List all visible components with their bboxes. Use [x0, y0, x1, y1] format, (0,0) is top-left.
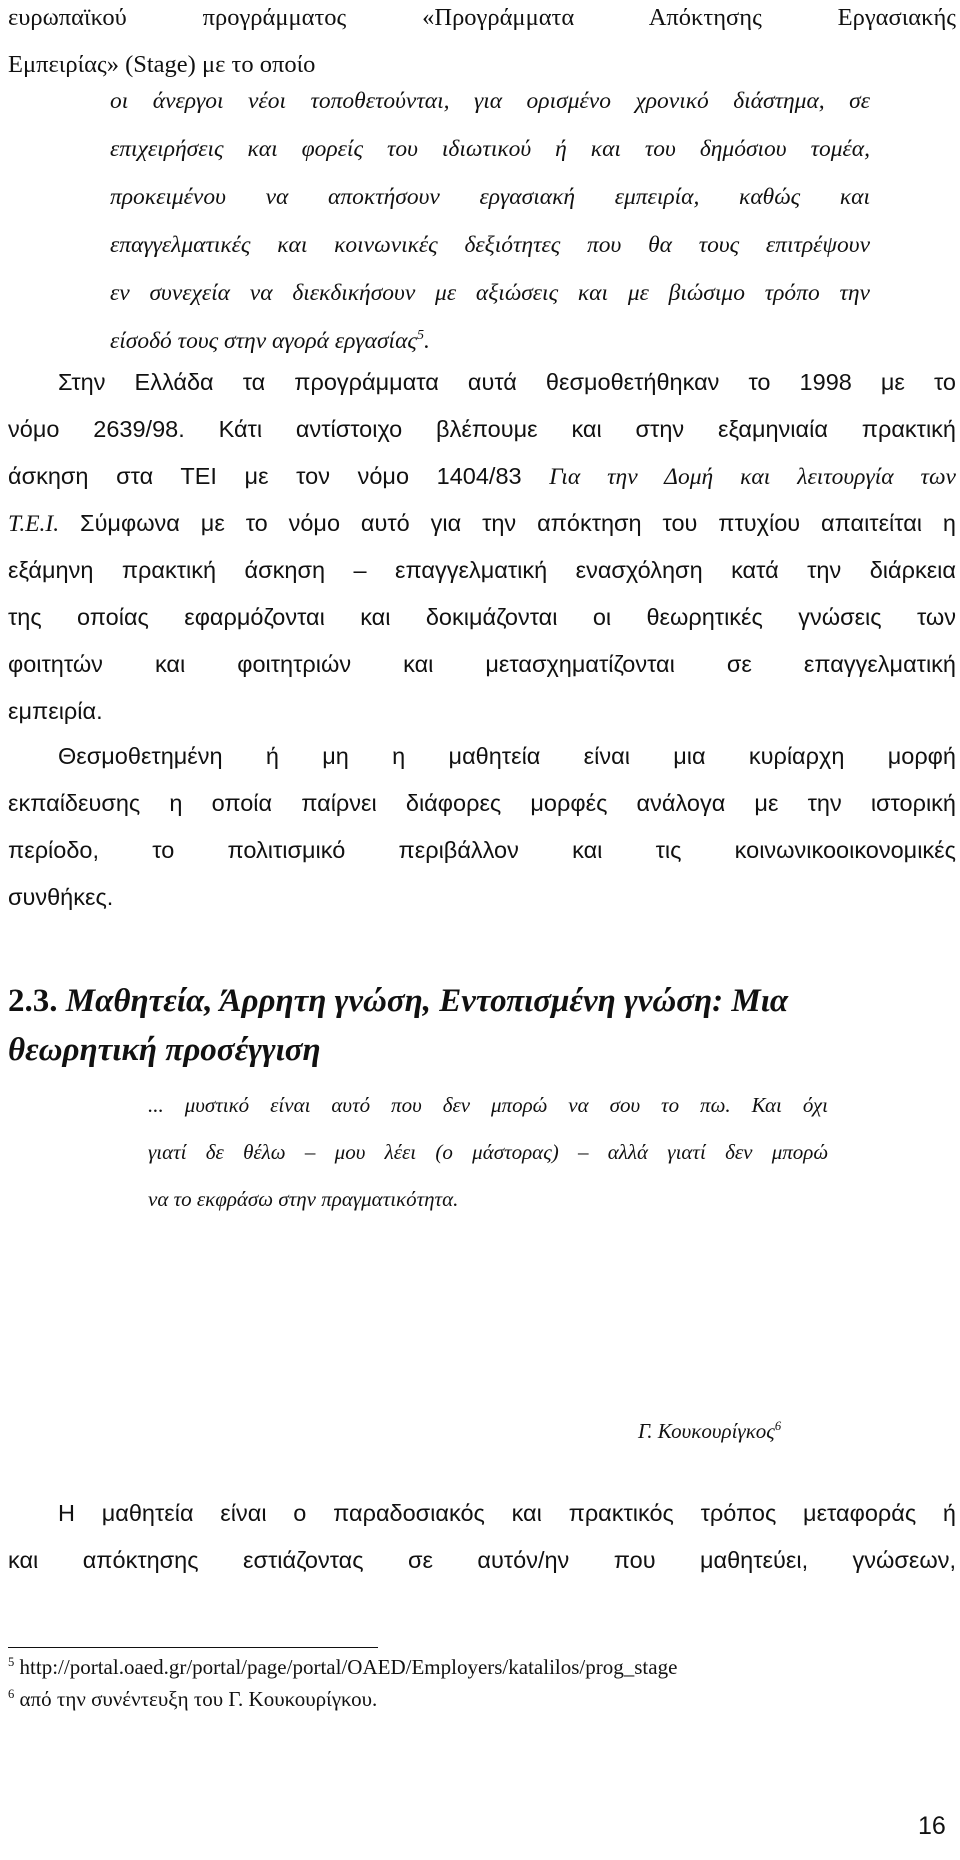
footnote-ref-6[interactable]: 6 — [774, 1419, 782, 1433]
attribution-name: Γ. Κουκουρίγκος — [638, 1419, 775, 1443]
block-quote-secret — [148, 1082, 828, 1223]
quote-line: ... μυστικό είναι αυτό που δεν μπορώ να σου το πω. Και όχι — [148, 1093, 828, 1117]
heading-line — [8, 977, 956, 1026]
text-line: εκπαίδευσης η οποία παίρνει διάφορες μορφές ανάλογα με την ιστορική — [8, 790, 956, 816]
footnote-ref-5[interactable]: 5 — [416, 327, 425, 344]
footnote-number: 6 — [8, 1687, 15, 1701]
quote-line: γιατί δε θέλω – μου λέει (ο μάστορας) – αλλά γιατί δεν μπορώ — [148, 1140, 828, 1164]
heading-line: θεωρητική προσέγγιση — [8, 1032, 321, 1068]
footnote-5 — [8, 1655, 677, 1680]
footnote-text: από την συνέντευξη του Γ. Κουκουρίγκου. — [14, 1687, 378, 1711]
text-line: Η μαθητεία είναι ο παραδοσιακός και πρακτικός τρόπος μεταφοράς ή — [58, 1500, 956, 1526]
footnote-number: 5 — [8, 1655, 15, 1669]
paragraph-apprenticeship-form — [8, 733, 956, 921]
text-segment: Σύμφωνα με το νόμο αυτό για την απόκτηση του πτυχίου απαιτείται η — [59, 510, 956, 536]
quote-line: προκειμένου να αποκτήσουν εργασιακή εμπειρία, καθώς και — [110, 184, 870, 210]
paragraph-apprenticeship-definition — [8, 1490, 956, 1584]
text-line: της οποίας εφαρμόζονται και δοκιμάζονται οι θεωρητικές γνώσεις των — [8, 604, 956, 630]
text-line: Στην Ελλάδα τα προγράμματα αυτά θεσμοθετήθηκαν το 1998 με το — [58, 369, 956, 395]
section-number: 2.3. — [8, 983, 58, 1019]
text-line: Εμπειρίας» (Stage) με το οποίο — [8, 51, 316, 78]
text-line: Θεσμοθετημένη ή μη η μαθητεία είναι μια κυρίαρχη μορφή — [58, 743, 956, 769]
footnote-url[interactable]: http://portal.oaed.gr/portal/page/portal/OAED/Employers/katalilos/prog_stage — [14, 1655, 678, 1679]
text-line: φοιτητών και φοιτητριών και μετασχηματίζονται σε επαγγελματική — [8, 651, 956, 677]
quote-line-period: . — [424, 328, 430, 354]
text-line: ευρωπαϊκού προγράμματος «Προγράμματα Απόκτησης Εργασιακής — [8, 4, 956, 31]
quote-line — [110, 317, 870, 365]
footnote-6 — [8, 1687, 377, 1712]
page-number: 16 — [918, 1812, 946, 1840]
quote-line: επαγγελματικές και κοινωνικές δεξιότητες που θα τους επιτρέψουν — [110, 232, 870, 258]
text-line: εξάμηνη πρακτική άσκηση – επαγγελματική ενασχόληση κατά την διάρκεια — [8, 557, 956, 583]
quote-line: να το εκφράσω στην πραγματικότητα. — [148, 1187, 459, 1211]
text-line — [8, 500, 956, 547]
text-line: συνθήκες. — [8, 884, 114, 910]
text-line: νόμο 2639/98. Κάτι αντίστοιχο βλέπουμε και στην εξαμηνιαία πρακτική — [8, 416, 956, 442]
quote-line: επιχειρήσεις και φορείς του ιδιωτικού ή και του δημόσιου τομέα, — [110, 136, 870, 162]
text-line — [8, 453, 956, 500]
text-line: και απόκτησης εστιάζοντας σε αυτόν/ην που μαθητεύει, γνώσεων, — [8, 1547, 956, 1573]
paragraph-greece-programs — [8, 359, 956, 735]
quote-line: εν συνεχεία να διεκδικήσουν με αξιώσεις και με βιώσιμο τρόπο την — [110, 280, 870, 306]
heading-text: Μαθητεία, Άρρητη γνώση, Εντοπισμένη γνώση: Μια — [57, 983, 789, 1019]
text-line: περίοδο, το πολιτισμικό περιβάλλον και τις κοινωνικοοικονομικές — [8, 837, 956, 863]
quote-attribution — [638, 1419, 781, 1444]
text-line: εμπειρία. — [8, 698, 103, 724]
quote-line-text: είσοδό τους στην αγορά εργασίας — [110, 328, 417, 354]
law-title-italic-end: Τ.Ε.Ι. — [8, 511, 60, 537]
paragraph-continuation — [8, 0, 956, 88]
text-segment: άσκηση στα ΤΕΙ με τον νόμο 1404/83 — [8, 463, 550, 489]
footnote-divider — [8, 1647, 378, 1648]
quote-line: οι άνεργοι νέοι τοποθετούνται, για ορισμένο χρονικό διάστημα, σε — [110, 88, 870, 114]
section-heading — [8, 977, 956, 1075]
block-quote-stage — [110, 77, 870, 365]
law-title-italic: Για την Δομή και λειτουργία των — [549, 464, 956, 490]
